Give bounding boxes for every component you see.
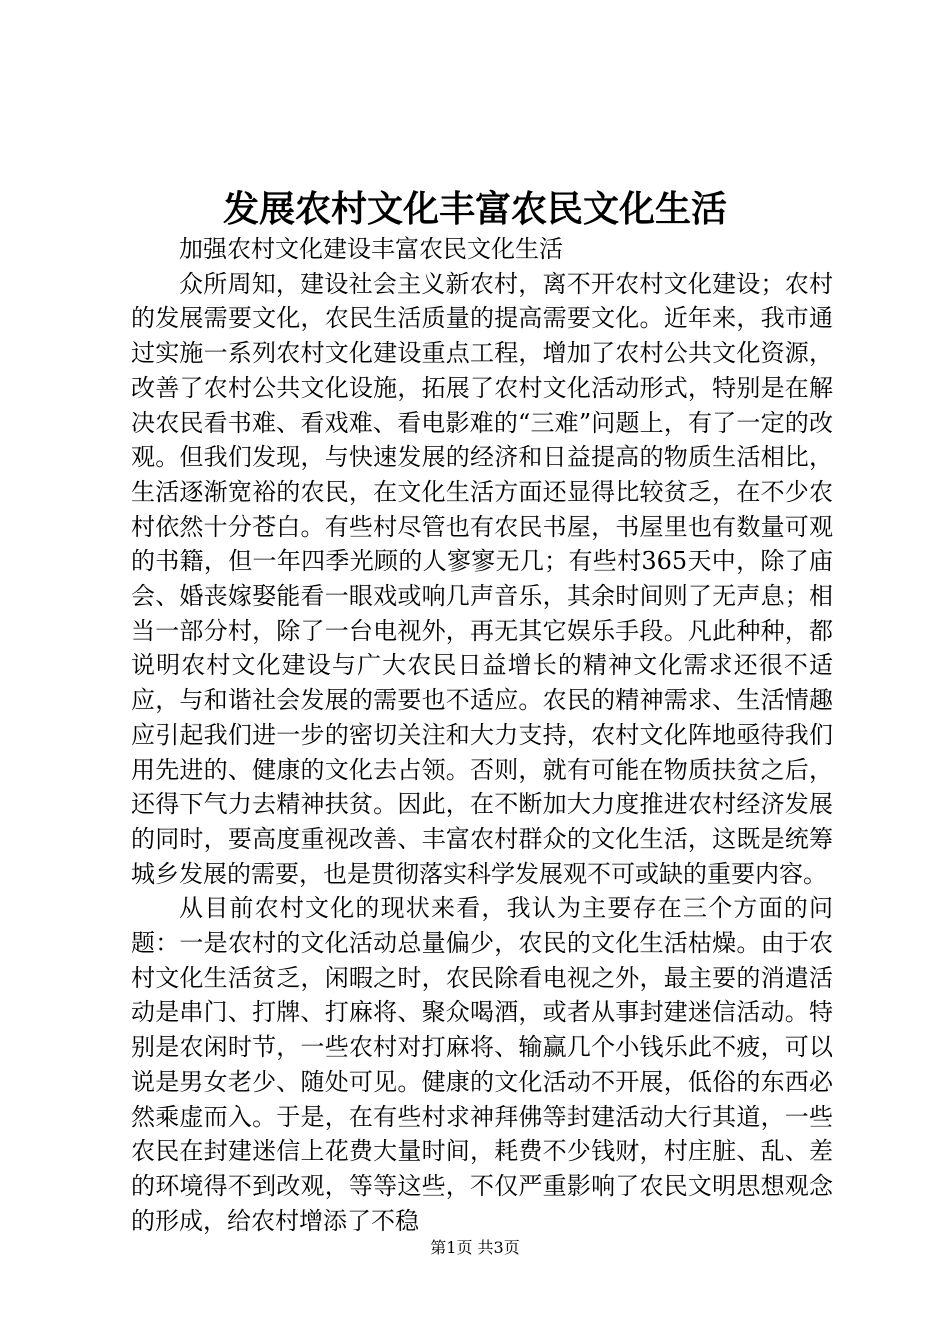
body-paragraph: 从目前农村文化的现状来看，我认为主要存在三个方面的问题：一是农村的文化活动总量偏少，农民的文化生活枯燥。由于农村文化生活贫乏，闲暇之时，农民除看电视之外，最主要的消遣活动是串门、打牌、打麻将、聚众喝酒，或者从事封建迷信活动。特别是农闲时节，一些农村对打麻将、输赢几个小钱乐此不疲，可以说是男女老少、随处可见。健康的文化活动不开展，低俗的东西必然乘虚而入。于是，在有些村求神拜佛等封建活动大行其道，一些农民在封建迷信上花费大量时间，耗费不少钱财，村庄脏、乱、差的环境得不到改观，等等这些，不仅严重影响了农民文明思想观念的形成，给农村增添了不稳 [131,894,833,1235]
subtitle-paragraph: 加强农村文化建设丰富农民文化生活 [179,235,563,263]
document-title: 发展农村文化丰富农民文化生活 [222,188,727,230]
body-paragraph: 众所周知，建设社会主义新农村，离不开农村文化建设；农村的发展需要文化，农民生活质量的提高需要文化。近年来，我市通过实施一系列农村文化建设重点工程，增加了农村公共文化资源，改善了农村公共文化设施，拓展了农村文化活动形式，特别是在解决农民看书难、看戏难、看电影难的“三难”问题上，有了一定的改观。但我们发现，与快速发展的经济和日益提高的物质生活相比，生活逐渐宽裕的农民，在文化生活方面还显得比较贫乏，在不少农村依然十分苍白。有些村尽管也有农民书屋，书屋里也有数量可观的书籍，但一年四季光顾的人寥寥无几；有些村365天中，除了庙会、婚丧嫁娶能看一眼戏或响几声音乐，其余时间则了无声息；相当一部分村，除了一台电视外，再无其它娱乐手段。凡此种种，都说明农村文化建设与广大农民日益增长的精神文化需求还很不适应，与和谐社会发展的需要也不适应。农民的精神需求、生活情趣应引起我们进一步的密切关注和大力支持，农村文化阵地亟待我们用先进的、健康的文化去占领。否则，就有可能在物质扶贫之后，还得下气力去精神扶贫。因此，在不断加大力度推进农村经济发展的同时，要高度重视改善、丰富农村群众的文化生活，这既是统筹城乡发展的需要，也是贯彻落实科学发展观不可或缺的重要内容。 [131,269,833,888]
page-indicator: 第1页 共3页 [430,1238,520,1257]
document-body [131,232,833,1238]
